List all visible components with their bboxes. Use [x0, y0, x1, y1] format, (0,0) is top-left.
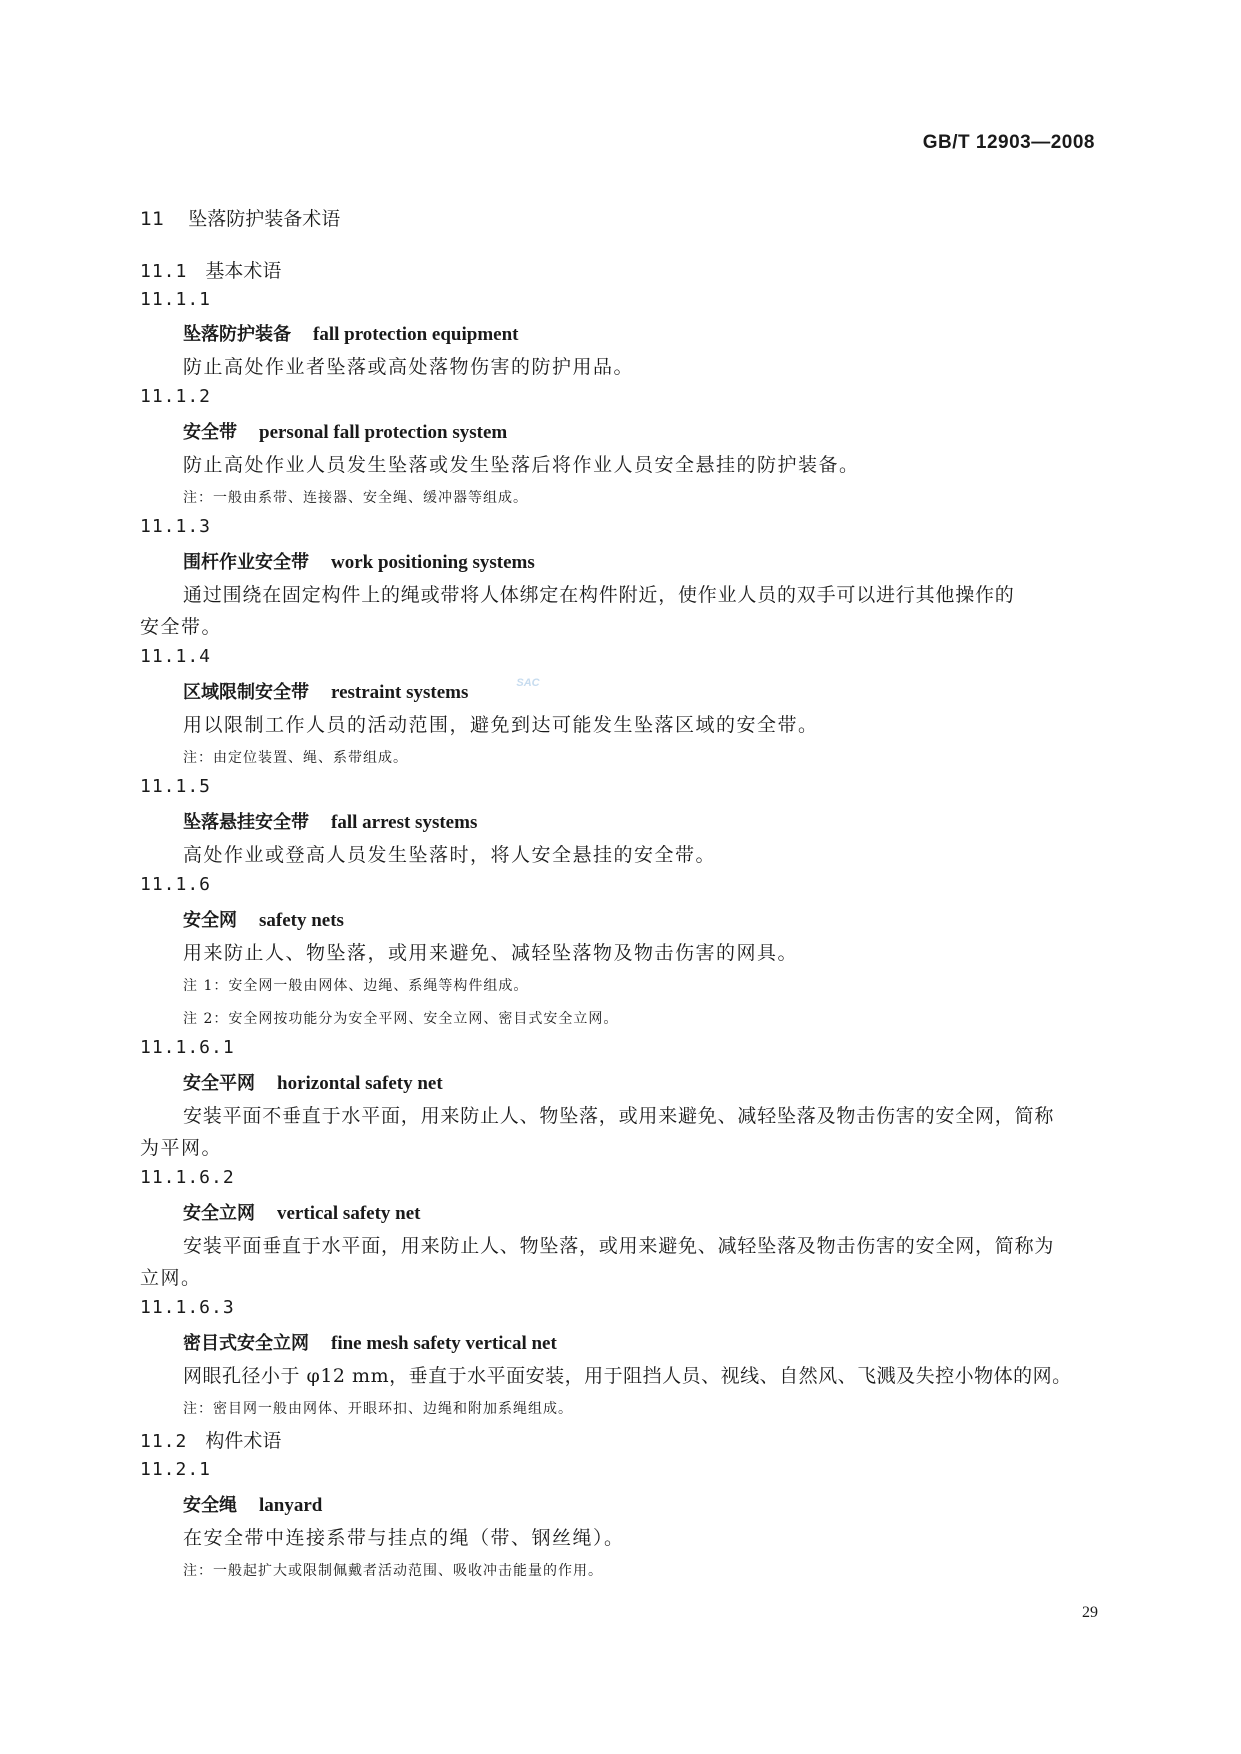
term-zh: 安全带	[183, 422, 237, 443]
term-note: 注 1：安全网一般由网体、边绳、系绳等构件组成。	[183, 978, 529, 994]
term-zh: 坠落悬挂安全带	[183, 812, 309, 833]
term-number: 11.1.6.1	[140, 1037, 235, 1058]
term-zh: 围杆作业安全带	[183, 552, 309, 573]
term-definition: 防止高处作业人员发生坠落或发生坠落后将作业人员安全悬挂的防护装备。	[183, 454, 860, 476]
section-number: 11	[140, 208, 165, 230]
page-number: 29	[1082, 1604, 1098, 1621]
term-definition: 网眼孔径小于 φ12 mm，垂直于水平面安装，用于阻挡人员、视线、自然风、飞溅及失控小物体的网。	[183, 1365, 1072, 1387]
term-definition: 安装平面不垂直于水平面，用来防止人、物坠落，或用来避免、减轻坠落及物击伤害的安全网，简称	[183, 1105, 1055, 1127]
term-number: 11.1.1	[140, 289, 212, 310]
term-en: safety nets	[259, 910, 344, 931]
term-en: personal fall protection system	[259, 422, 508, 443]
term-number: 11.2.1	[140, 1459, 212, 1480]
term-definition: 安装平面垂直于水平面，用来防止人、物坠落，或用来避免、减轻坠落及物击伤害的安全网，简称为	[183, 1235, 1055, 1257]
term-definition-cont: 为平网。	[140, 1137, 223, 1159]
subsection-number: 11.2	[140, 1431, 188, 1452]
term-definition-cont: 立网。	[140, 1267, 202, 1289]
term-definition: 通过围绕在固定构件上的绳或带将人体绑定在构件附近，使作业人员的双手可以进行其他操作的	[183, 584, 1015, 606]
term-zh: 安全立网	[183, 1203, 255, 1224]
term-number: 11.1.6.2	[140, 1167, 235, 1188]
term-en: work positioning systems	[331, 552, 535, 573]
term-en: horizontal safety net	[277, 1073, 443, 1094]
subsection-heading-basic	[140, 256, 281, 283]
term-definition: 用以限制工作人员的活动范围，避免到达可能发生坠落区域的安全带。	[183, 714, 819, 736]
term-en: vertical safety net	[277, 1203, 421, 1224]
term-title	[183, 418, 507, 444]
term-zh: 密目式安全立网	[183, 1333, 309, 1354]
sac-watermark: SAC	[516, 677, 540, 689]
term-title	[183, 1199, 421, 1225]
term-zh: 安全绳	[183, 1495, 237, 1516]
term-number: 11.1.4	[140, 646, 212, 667]
term-number: 11.1.2	[140, 386, 212, 407]
term-note: 注：密目网一般由网体、开眼环扣、边绳和附加系绳组成。	[183, 1401, 573, 1417]
term-zh: 安全网	[183, 910, 237, 931]
term-en: lanyard	[259, 1495, 323, 1516]
term-note: 注：一般起扩大或限制佩戴者活动范围、吸收冲击能量的作用。	[183, 1563, 603, 1579]
term-number: 11.1.6	[140, 874, 212, 895]
term-title	[183, 1491, 322, 1517]
term-note: 注：一般由系带、连接器、安全绳、缓冲器等组成。	[183, 490, 528, 506]
term-title	[183, 1329, 557, 1355]
term-definition-cont: 安全带。	[140, 616, 223, 638]
term-title	[183, 678, 468, 704]
term-number: 11.1.5	[140, 776, 212, 797]
term-zh: 安全平网	[183, 1073, 255, 1094]
term-en: fall arrest systems	[331, 812, 478, 833]
term-note: 注：由定位装置、绳、系带组成。	[183, 750, 408, 766]
term-definition: 用来防止人、物坠落，或用来避免、减轻坠落物及物击伤害的网具。	[183, 942, 799, 964]
term-definition: 防止高处作业者坠落或高处落物伤害的防护用品。	[183, 356, 635, 378]
subsection-heading-component	[140, 1426, 281, 1453]
term-en: fine mesh safety vertical net	[331, 1333, 557, 1354]
term-en: fall protection equipment	[313, 324, 519, 345]
term-title	[183, 1069, 443, 1095]
standard-number: GB/T 12903—2008	[922, 132, 1095, 153]
term-title	[183, 808, 477, 834]
term-en: restraint systems	[331, 682, 469, 703]
subsection-title: 基本术语	[205, 260, 282, 282]
term-definition: 在安全带中连接系带与挂点的绳（带、钢丝绳）。	[183, 1527, 625, 1549]
section-title: 坠落防护装备术语	[188, 208, 341, 230]
term-title	[183, 548, 535, 574]
term-definition: 高处作业或登高人员发生坠落时，将人安全悬挂的安全带。	[183, 844, 717, 866]
term-title	[183, 906, 344, 932]
section-heading	[140, 204, 340, 231]
subsection-title: 构件术语	[205, 1430, 282, 1452]
subsection-number: 11.1	[140, 261, 188, 282]
term-zh: 区域限制安全带	[183, 682, 309, 703]
term-number: 11.1.6.3	[140, 1297, 235, 1318]
term-title	[183, 320, 518, 346]
term-number: 11.1.3	[140, 516, 212, 537]
term-zh: 坠落防护装备	[183, 324, 291, 345]
term-note: 注 2：安全网按功能分为安全平网、安全立网、密目式安全立网。	[183, 1011, 619, 1027]
